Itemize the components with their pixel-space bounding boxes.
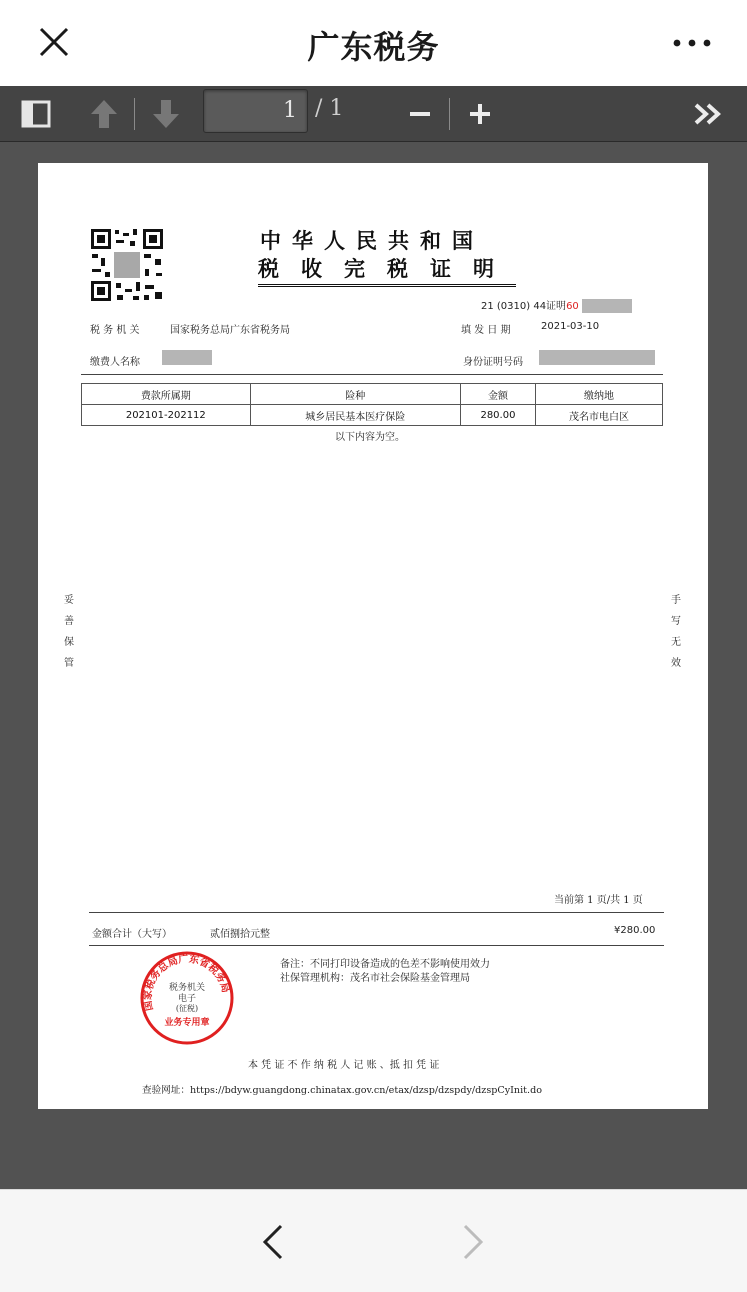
seal-text: (征税)	[175, 1004, 199, 1013]
back-icon[interactable]	[255, 1220, 291, 1264]
tools-icon	[693, 102, 723, 126]
zoom-out-icon	[408, 102, 432, 126]
certificate-number-red: 60	[566, 301, 579, 312]
toolbar-separator	[449, 98, 450, 130]
total-amount: ¥280.00	[614, 925, 656, 936]
tax-table	[81, 383, 663, 426]
disclaimer: 本 凭 证 不 作 纳 税 人 记 账 、抵 扣 凭 证	[248, 1060, 440, 1071]
table-header: 金额	[460, 384, 535, 405]
agency: 社保管理机构：茂名市社会保险基金管理局	[280, 973, 470, 984]
issue-date-label: 填 发 日 期	[461, 325, 511, 336]
table-row	[82, 405, 663, 426]
side-char: 保	[64, 637, 74, 648]
redacted-block	[582, 299, 632, 313]
pdf-toolbar	[0, 86, 747, 142]
certificate-number	[481, 297, 632, 313]
seal-text: 电子	[177, 994, 197, 1004]
table-header: 缴纳地	[535, 384, 662, 405]
divider	[89, 945, 664, 946]
side-char: 效	[671, 658, 681, 669]
official-seal-icon	[139, 950, 235, 1046]
sidebar-toggle-icon	[21, 100, 51, 128]
side-char: 无	[671, 637, 681, 648]
certificate-title-line2: 税收完税证明	[258, 253, 516, 287]
page-info: 当前第 1 页/共 1 页	[554, 895, 643, 906]
left-side-text	[63, 590, 75, 674]
previous-page-icon	[89, 98, 119, 130]
pdf-viewer[interactable]	[0, 142, 747, 1189]
total-words: 贰佰捌拾元整	[210, 929, 270, 940]
right-side-text	[670, 590, 682, 674]
total-label: 金额合计（大写）	[92, 929, 172, 940]
certificate-title-line1: 中华人民共和国	[260, 228, 484, 253]
tax-authority-label: 税 务 机 关	[90, 325, 140, 336]
issue-date: 2021-03-10	[541, 321, 600, 332]
sidebar-toggle-button[interactable]	[18, 94, 54, 134]
seal-text: 业务专用章	[164, 1018, 210, 1028]
zoom-out-button[interactable]	[402, 94, 438, 134]
more-icon[interactable]	[672, 37, 712, 49]
next-page-button[interactable]	[148, 94, 184, 134]
payer-name-label: 缴费人名称	[90, 357, 140, 368]
table-header: 费款所属期	[82, 384, 251, 405]
verify-url[interactable]: 查验网址：https://bdyw.guangdong.chinatax.gov.cn/etax/dzsp/dzspdy/dzspCyInit.do	[142, 1085, 542, 1096]
table-cell: 茂名市电白区	[535, 405, 662, 426]
previous-page-button[interactable]	[86, 94, 122, 134]
next-page-icon	[151, 98, 181, 130]
bottom-navigation-bar	[0, 1189, 747, 1292]
forward-icon[interactable]	[455, 1220, 491, 1264]
zoom-in-icon	[468, 102, 492, 126]
tax-authority: 国家税务总局广东省税务局	[170, 325, 290, 336]
page-number-input[interactable]: 1	[203, 89, 308, 133]
table-cell: 城乡居民基本医疗保险	[250, 405, 460, 426]
side-char: 写	[671, 616, 681, 627]
empty-note: 以下内容为空。	[335, 432, 405, 443]
remark: 备注：不同打印设备造成的色差不影响使用效力	[280, 959, 490, 970]
side-char: 妥	[64, 595, 74, 606]
divider	[89, 912, 664, 913]
tax-certificate-page	[38, 163, 708, 1109]
side-char: 手	[671, 595, 681, 606]
qr-code-icon	[89, 227, 165, 303]
title-bar	[0, 0, 747, 86]
table-cell: 202101-202112	[82, 405, 251, 426]
table-cell: 280.00	[460, 405, 535, 426]
page-total: / 1	[315, 96, 344, 121]
zoom-in-button[interactable]	[462, 94, 498, 134]
tools-button[interactable]	[688, 94, 728, 134]
toolbar-separator	[134, 98, 135, 130]
side-char: 管	[64, 658, 74, 669]
app-title: 广东税务	[307, 28, 440, 66]
side-char: 善	[64, 616, 74, 627]
divider	[81, 374, 663, 375]
redacted-block	[162, 350, 212, 365]
certificate-number-prefix: 21 (0310) 44证明	[481, 301, 567, 312]
id-number-label: 身份证明号码	[463, 357, 523, 368]
seal-text: 税务机关	[168, 983, 206, 993]
table-header: 险种	[250, 384, 460, 405]
seal-outer-text: 国家税务总局广东省税务局	[142, 953, 231, 1012]
redacted-block	[539, 350, 655, 365]
